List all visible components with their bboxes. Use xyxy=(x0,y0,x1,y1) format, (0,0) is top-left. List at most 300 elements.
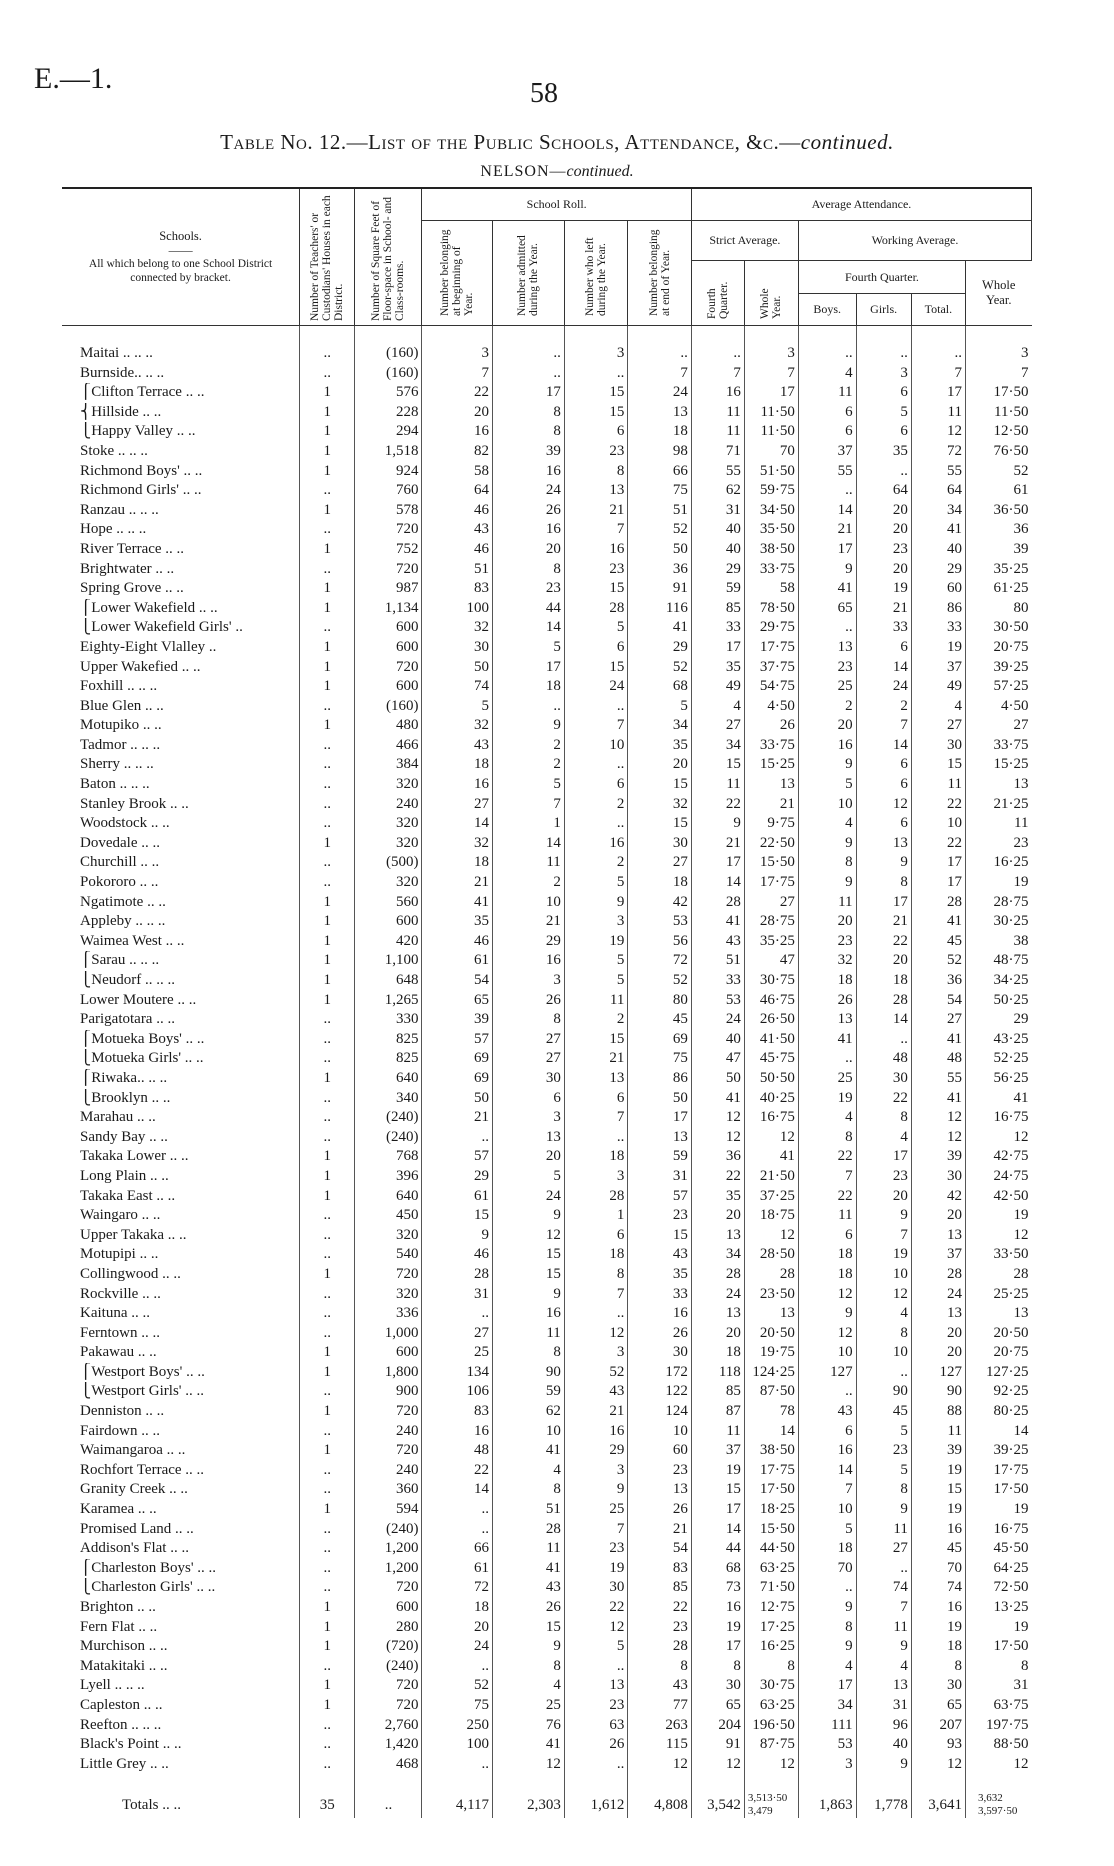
table-subtitle xyxy=(0,163,1114,181)
strict-whole-cell: 54·75 xyxy=(744,677,798,697)
working-girls-cell: 14 xyxy=(856,658,911,678)
roll-end-cell: 35 xyxy=(628,1265,692,1285)
roll-admitted-cell: 14 xyxy=(493,618,565,638)
table-row xyxy=(62,775,1032,795)
roll-begin-cell: 21 xyxy=(422,873,493,893)
working-whole-cell: 38 xyxy=(965,932,1031,952)
school-name-cell: Sherry .. .. .. xyxy=(80,756,154,773)
roll-left-cell: 5 xyxy=(564,618,628,638)
table-row xyxy=(62,344,1032,364)
strict-fourth-cell: 40 xyxy=(691,1030,744,1050)
roll-left-cell: 18 xyxy=(564,1147,628,1167)
teachers-houses-cell: 1 xyxy=(300,1187,355,1207)
working-total-cell: 13 xyxy=(911,1226,965,1246)
table-row xyxy=(62,1422,1032,1442)
working-whole-cell: 20·75 xyxy=(965,1343,1031,1363)
working-total-cell: 12 xyxy=(911,1755,965,1775)
working-girls-cell: .. xyxy=(856,1363,911,1383)
school-name-cell: Ferntown .. .. xyxy=(80,1324,160,1341)
school-name-cell: Granity Creek .. .. xyxy=(80,1481,188,1498)
table-row xyxy=(62,442,1032,462)
working-boys-cell: 25 xyxy=(798,677,856,697)
roll-begin-cell: 64 xyxy=(422,481,493,501)
roll-end-cell: 80 xyxy=(628,991,692,1011)
roll-begin-cell: 22 xyxy=(422,383,493,403)
working-girls-cell: 4 xyxy=(856,1304,911,1324)
strict-fourth-cell: 24 xyxy=(691,1285,744,1305)
roll-left-cell: 13 xyxy=(564,481,628,501)
working-whole-cell: 13·25 xyxy=(965,1598,1031,1618)
working-whole-cell: 19 xyxy=(965,1206,1031,1226)
strict-whole-cell: 37·75 xyxy=(744,658,798,678)
teachers-houses-label: Number of Teachers' or Custodians' Houses in each District. xyxy=(309,195,346,321)
working-total-cell: 74 xyxy=(911,1578,965,1598)
roll-admitted-cell: 15 xyxy=(493,1618,565,1638)
strict-fourth-cell: 17 xyxy=(691,638,744,658)
working-whole-cell: 48·75 xyxy=(965,951,1031,971)
strict-fourth-cell: 85 xyxy=(691,599,744,619)
working-boys-cell: 3 xyxy=(798,1755,856,1775)
teachers-houses-cell: .. xyxy=(300,1128,355,1148)
roll-admitted-cell: 11 xyxy=(493,1324,565,1344)
working-girls-cell: 12 xyxy=(856,795,911,815)
roll-begin-cell: 39 xyxy=(422,1010,493,1030)
strict-fourth-cell: 12 xyxy=(691,1755,744,1775)
roll-begin-cell: .. xyxy=(422,1128,493,1148)
teachers-houses-cell: .. xyxy=(300,520,355,540)
working-whole-cell: 11·50 xyxy=(965,403,1031,423)
working-total-cell: 20 xyxy=(911,1206,965,1226)
working-total-cell: 52 xyxy=(911,951,965,971)
teachers-houses-cell: .. xyxy=(300,1559,355,1579)
table-row xyxy=(62,520,1032,540)
floor-space-cell: (500) xyxy=(355,853,422,873)
table-row xyxy=(62,716,1032,736)
table-row xyxy=(62,873,1032,893)
roll-admitted-cell: 11 xyxy=(493,1539,565,1559)
roll-admitted-cell: 3 xyxy=(493,971,565,991)
roll-begin-cell: 20 xyxy=(422,403,493,423)
roll-admitted-cell: 2 xyxy=(493,755,565,775)
school-name-cell: Reefton .. .. .. xyxy=(80,1716,162,1733)
floor-space-cell: 1,800 xyxy=(355,1363,422,1383)
working-girls-cell: 18 xyxy=(856,971,911,991)
floor-space-cell: 466 xyxy=(355,736,422,756)
roll-begin-header xyxy=(422,220,493,326)
working-girls-cell: 7 xyxy=(856,1226,911,1246)
totals-strict-whole-b: 3,479 xyxy=(747,1805,773,1818)
working-total-cell: 41 xyxy=(911,1089,965,1109)
roll-admitted-cell: 59 xyxy=(493,1382,565,1402)
strict-fourth-cell: 53 xyxy=(691,991,744,1011)
roll-begin-cell: 9 xyxy=(422,1226,493,1246)
strict-fourth-cell: 204 xyxy=(691,1716,744,1736)
teachers-houses-cell: 1 xyxy=(300,1441,355,1461)
working-boys-cell: .. xyxy=(798,344,856,364)
working-boys-cell: 6 xyxy=(798,403,856,423)
roll-admitted-cell: 9 xyxy=(493,1206,565,1226)
table-row xyxy=(62,1559,1032,1579)
working-whole-cell: 16·75 xyxy=(965,1520,1031,1540)
strict-whole-cell: 20·50 xyxy=(744,1324,798,1344)
roll-end-cell: 27 xyxy=(628,853,692,873)
floor-space-cell: 576 xyxy=(355,383,422,403)
roll-admitted-cell: 24 xyxy=(493,481,565,501)
working-girls-cell: 19 xyxy=(856,1245,911,1265)
teachers-houses-cell: .. xyxy=(300,814,355,834)
school-name-cell: Baton .. .. .. xyxy=(80,776,150,793)
roll-left-cell: 28 xyxy=(564,1187,628,1207)
roll-admitted-cell: 15 xyxy=(493,1265,565,1285)
roll-left-cell: 3 xyxy=(564,344,628,364)
roll-admitted-cell: 41 xyxy=(493,1735,565,1755)
roll-begin-cell: 18 xyxy=(422,1598,493,1618)
title-italic: continued. xyxy=(800,130,894,154)
working-girls-cell: 17 xyxy=(856,893,911,913)
working-boys-cell: 6 xyxy=(798,1226,856,1246)
schools-table xyxy=(62,187,1032,1818)
strict-fourth-cell: 24 xyxy=(691,1010,744,1030)
floor-space-cell: 768 xyxy=(355,1147,422,1167)
working-whole-cell: 35·25 xyxy=(965,560,1031,580)
working-whole-cell: 41 xyxy=(965,1089,1031,1109)
floor-space-cell: 320 xyxy=(355,873,422,893)
roll-end-label: Number belonging at end of Year. xyxy=(647,229,672,316)
strict-whole-cell: 63·25 xyxy=(744,1559,798,1579)
working-total-cell: 90 xyxy=(911,1382,965,1402)
working-boys-cell: .. xyxy=(798,481,856,501)
table-row xyxy=(62,579,1032,599)
roll-left-cell: 29 xyxy=(564,1441,628,1461)
roll-admitted-cell: 8 xyxy=(493,1343,565,1363)
roll-begin-cell: 61 xyxy=(422,1187,493,1207)
roll-begin-cell: 41 xyxy=(422,893,493,913)
roll-begin-cell: 7 xyxy=(422,364,493,384)
roll-admitted-cell: 13 xyxy=(493,1128,565,1148)
roll-begin-label: Number belonging at beginning of Year. xyxy=(439,229,476,316)
strict-fourth-cell: 4 xyxy=(691,697,744,717)
roll-left-cell: 12 xyxy=(564,1618,628,1638)
roll-begin-cell: 54 xyxy=(422,971,493,991)
school-name-cell: Stoke .. .. .. xyxy=(80,442,148,459)
schools-header-note: All which belong to one School District connected by bracket. xyxy=(88,258,273,284)
roll-admitted-cell: 17 xyxy=(493,658,565,678)
teachers-houses-cell: 1 xyxy=(300,893,355,913)
teachers-houses-cell: .. xyxy=(300,1206,355,1226)
working-girls-cell: 14 xyxy=(856,736,911,756)
roll-begin-cell: 18 xyxy=(422,853,493,873)
table-row xyxy=(62,618,1032,638)
teachers-houses-cell: 1 xyxy=(300,1618,355,1638)
working-boys-cell: 16 xyxy=(798,1441,856,1461)
roll-end-cell: 45 xyxy=(628,1010,692,1030)
strict-whole-cell: 17·25 xyxy=(744,1618,798,1638)
roll-end-cell: 69 xyxy=(628,1030,692,1050)
table-row xyxy=(62,932,1032,952)
roll-admitted-cell: 6 xyxy=(493,1089,565,1109)
strict-fourth-cell: 41 xyxy=(691,1089,744,1109)
strict-whole-cell: 41 xyxy=(744,1147,798,1167)
roll-admitted-cell: .. xyxy=(493,344,565,364)
floor-space-cell: 720 xyxy=(355,1578,422,1598)
roll-left-cell: 22 xyxy=(564,1598,628,1618)
roll-end-cell: 75 xyxy=(628,1049,692,1069)
working-whole-cell: 64·25 xyxy=(965,1559,1031,1579)
teachers-houses-cell: 1 xyxy=(300,1147,355,1167)
teachers-houses-cell: .. xyxy=(300,1520,355,1540)
working-total-cell: 39 xyxy=(911,1441,965,1461)
working-total-cell: 24 xyxy=(911,1285,965,1305)
totals-strict-whole xyxy=(744,1792,798,1818)
strict-whole-cell: 38·50 xyxy=(744,1441,798,1461)
working-whole-cell: 45·50 xyxy=(965,1539,1031,1559)
table-row xyxy=(62,422,1032,442)
table-row xyxy=(62,1324,1032,1344)
working-total-cell: 65 xyxy=(911,1696,965,1716)
strict-fourth-cell: 18 xyxy=(691,1343,744,1363)
working-girls-cell: 20 xyxy=(856,1187,911,1207)
strict-fourth-cell: 17 xyxy=(691,853,744,873)
strict-whole-cell: 30·75 xyxy=(744,1676,798,1696)
floor-space-cell: 330 xyxy=(355,1010,422,1030)
working-total-cell: 55 xyxy=(911,462,965,482)
working-girls-cell: 10 xyxy=(856,1343,911,1363)
roll-left-cell: .. xyxy=(564,1755,628,1775)
roll-left-cell: 23 xyxy=(564,1539,628,1559)
floor-space-label: Number of Square Feet of Floor-space in School- and Class-rooms. xyxy=(370,196,407,321)
working-girls-cell: 48 xyxy=(856,1049,911,1069)
school-name-cell: Long Plain .. .. xyxy=(80,1167,169,1184)
working-boys-cell: 41 xyxy=(798,579,856,599)
roll-left-cell: 6 xyxy=(564,638,628,658)
roll-left-cell: 15 xyxy=(564,403,628,423)
roll-left-cell: 21 xyxy=(564,1402,628,1422)
floor-space-cell: 340 xyxy=(355,1089,422,1109)
working-boys-cell: 4 xyxy=(798,1108,856,1128)
school-name-cell: ⎧Westport Boys' .. .. xyxy=(80,1363,205,1380)
schools-header-dash: —— xyxy=(168,243,193,257)
totals-working-whole xyxy=(965,1792,1031,1818)
working-boys-cell: 9 xyxy=(798,755,856,775)
floor-space-cell: 1,265 xyxy=(355,991,422,1011)
teachers-houses-cell: 1 xyxy=(300,403,355,423)
working-girls-cell: 9 xyxy=(856,1755,911,1775)
school-name-cell: Brighton .. .. xyxy=(80,1599,156,1615)
working-boys-cell: 32 xyxy=(798,951,856,971)
totals-strict-whole-a: 3,513·50 xyxy=(747,1792,788,1805)
working-total-cell: 20 xyxy=(911,1343,965,1363)
roll-admitted-cell: 76 xyxy=(493,1716,565,1736)
totals-row xyxy=(62,1792,1032,1818)
roll-end-cell: 8 xyxy=(628,1657,692,1677)
teachers-houses-cell: 1 xyxy=(300,951,355,971)
table-body xyxy=(62,326,1032,1793)
school-name-cell: Eighty-Eight Vlalley .. xyxy=(80,638,217,655)
table-row xyxy=(62,540,1032,560)
teachers-houses-cell: 1 xyxy=(300,501,355,521)
strict-whole-cell: 12·75 xyxy=(744,1598,798,1618)
working-whole-cell: 20·75 xyxy=(965,638,1031,658)
table-row xyxy=(62,658,1032,678)
strict-whole-cell: 18·25 xyxy=(744,1500,798,1520)
school-name-cell: Brightwater .. .. xyxy=(80,560,175,577)
working-whole-cell: 17·75 xyxy=(965,1461,1031,1481)
strict-fourth-cell: 28 xyxy=(691,893,744,913)
working-total-cell: 41 xyxy=(911,1030,965,1050)
working-boys-cell: 4 xyxy=(798,364,856,384)
working-total-cell: 37 xyxy=(911,1245,965,1265)
roll-admitted-cell: 5 xyxy=(493,775,565,795)
roll-end-cell: 83 xyxy=(628,1559,692,1579)
subtitle-main: NELSON— xyxy=(480,163,567,180)
average-attendance-header: Average Attendance. xyxy=(691,188,1031,220)
working-whole-cell: 27 xyxy=(965,716,1031,736)
working-whole-header xyxy=(965,261,1031,326)
working-whole-cell: 33·50 xyxy=(965,1245,1031,1265)
working-whole-cell: 20·50 xyxy=(965,1324,1031,1344)
school-name-cell: Hope .. .. .. xyxy=(80,521,147,538)
floor-space-cell: 1,518 xyxy=(355,442,422,462)
strict-fourth-cell: 12 xyxy=(691,1128,744,1148)
roll-admitted-cell: 16 xyxy=(493,1304,565,1324)
working-boys-cell: 17 xyxy=(798,1676,856,1696)
teachers-houses-cell: 1 xyxy=(300,442,355,462)
roll-end-cell: 32 xyxy=(628,795,692,815)
school-name-cell: Richmond Boys' .. .. xyxy=(80,462,203,479)
working-whole-cell: 50·25 xyxy=(965,991,1031,1011)
floor-space-cell: 228 xyxy=(355,403,422,423)
working-whole-cell: 19 xyxy=(965,873,1031,893)
strict-fourth-cell: 31 xyxy=(691,501,744,521)
roll-end-cell: 57 xyxy=(628,1187,692,1207)
roll-begin-cell: 32 xyxy=(422,834,493,854)
strict-fourth-cell: 62 xyxy=(691,481,744,501)
roll-end-cell: 31 xyxy=(628,1167,692,1187)
roll-left-cell: 30 xyxy=(564,1578,628,1598)
school-name-cell: Parigatotara .. .. xyxy=(80,1011,175,1028)
strict-whole-cell: 8 xyxy=(744,1657,798,1677)
roll-begin-cell: 51 xyxy=(422,560,493,580)
totals-strict-fourth: 3,542 xyxy=(691,1792,744,1818)
school-name-cell: ⎩Charleston Girls' .. .. xyxy=(80,1579,216,1596)
school-name-cell: Lyell .. .. .. xyxy=(80,1677,145,1694)
roll-left-cell: 7 xyxy=(564,1285,628,1305)
strict-whole-cell: 18·75 xyxy=(744,1206,798,1226)
roll-begin-cell: 46 xyxy=(422,1245,493,1265)
floor-space-cell: 720 xyxy=(355,560,422,580)
working-girls-cell: 11 xyxy=(856,1520,911,1540)
floor-space-cell: (240) xyxy=(355,1108,422,1128)
working-girls-cell: 6 xyxy=(856,383,911,403)
working-boys-cell: 53 xyxy=(798,1735,856,1755)
working-total-cell: 11 xyxy=(911,403,965,423)
table-row xyxy=(62,481,1032,501)
working-whole-cell: 36 xyxy=(965,520,1031,540)
strict-whole-cell: 15·25 xyxy=(744,755,798,775)
working-whole-cell: 34·25 xyxy=(965,971,1031,991)
teachers-houses-cell: 1 xyxy=(300,834,355,854)
roll-admitted-cell: 26 xyxy=(493,1598,565,1618)
working-girls-cell: 8 xyxy=(856,1324,911,1344)
working-boys-cell: 4 xyxy=(798,814,856,834)
working-total-cell: 27 xyxy=(911,716,965,736)
working-girls-cell: 6 xyxy=(856,638,911,658)
floor-space-cell: 720 xyxy=(355,520,422,540)
working-total-cell: 127 xyxy=(911,1363,965,1383)
totals-working-whole-b: 3,597·50 xyxy=(977,1805,1018,1818)
roll-left-cell: 28 xyxy=(564,599,628,619)
teachers-houses-cell: .. xyxy=(300,618,355,638)
working-whole-cell: 21·25 xyxy=(965,795,1031,815)
working-boys-cell: 9 xyxy=(798,1598,856,1618)
roll-end-cell: .. xyxy=(628,344,692,364)
table-row xyxy=(62,1480,1032,1500)
roll-left-cell: 1 xyxy=(564,1206,628,1226)
working-total-cell: 22 xyxy=(911,795,965,815)
school-name-cell: Richmond Girls' .. .. xyxy=(80,482,202,499)
teachers-houses-cell: 1 xyxy=(300,658,355,678)
working-girls-cell: 9 xyxy=(856,1500,911,1520)
strict-whole-cell: 38·50 xyxy=(744,540,798,560)
roll-begin-cell: 106 xyxy=(422,1382,493,1402)
floor-space-cell: 752 xyxy=(355,540,422,560)
school-name-cell: Ranzau .. .. .. xyxy=(80,501,159,518)
strict-fourth-cell: 12 xyxy=(691,1108,744,1128)
table-row xyxy=(62,1382,1032,1402)
strict-whole-cell: 12 xyxy=(744,1755,798,1775)
roll-left-cell: 2 xyxy=(564,795,628,815)
working-girls-cell: 24 xyxy=(856,677,911,697)
teachers-houses-cell: 1 xyxy=(300,579,355,599)
floor-space-cell: 600 xyxy=(355,677,422,697)
working-whole-cell: 12·50 xyxy=(965,422,1031,442)
working-whole-cell: 30·25 xyxy=(965,912,1031,932)
strict-fourth-cell: .. xyxy=(691,344,744,364)
school-name-cell: ⎧Sarau .. .. .. xyxy=(80,952,160,969)
table-row xyxy=(62,814,1032,834)
floor-space-cell: 540 xyxy=(355,1245,422,1265)
working-boys-cell: 37 xyxy=(798,442,856,462)
table-row xyxy=(62,1245,1032,1265)
school-name-cell: Pakawau .. .. xyxy=(80,1344,157,1361)
strict-whole-cell: 26·50 xyxy=(744,1010,798,1030)
teachers-houses-cell: .. xyxy=(300,344,355,364)
teachers-houses-cell: .. xyxy=(300,775,355,795)
roll-admitted-cell: 25 xyxy=(493,1696,565,1716)
strict-fourth-header xyxy=(691,261,744,326)
working-boys-cell: 26 xyxy=(798,991,856,1011)
roll-left-cell: 2 xyxy=(564,853,628,873)
roll-end-cell: 116 xyxy=(628,599,692,619)
working-girls-cell: 7 xyxy=(856,1598,911,1618)
table-row xyxy=(62,1618,1032,1638)
working-whole-cell: 7 xyxy=(965,364,1031,384)
strict-whole-cell: 124·25 xyxy=(744,1363,798,1383)
table-row xyxy=(62,1010,1032,1030)
floor-space-cell: (160) xyxy=(355,697,422,717)
working-total-cell: 4 xyxy=(911,697,965,717)
working-total-cell: 93 xyxy=(911,1735,965,1755)
table-row xyxy=(62,1598,1032,1618)
floor-space-cell: 240 xyxy=(355,1461,422,1481)
strict-fourth-cell: 14 xyxy=(691,1520,744,1540)
working-girls-cell: 28 xyxy=(856,991,911,1011)
working-girls-cell: 20 xyxy=(856,520,911,540)
roll-end-cell: 13 xyxy=(628,403,692,423)
strict-fourth-cell: 20 xyxy=(691,1324,744,1344)
teachers-houses-cell: .. xyxy=(300,1108,355,1128)
working-whole-cell: 17·50 xyxy=(965,383,1031,403)
